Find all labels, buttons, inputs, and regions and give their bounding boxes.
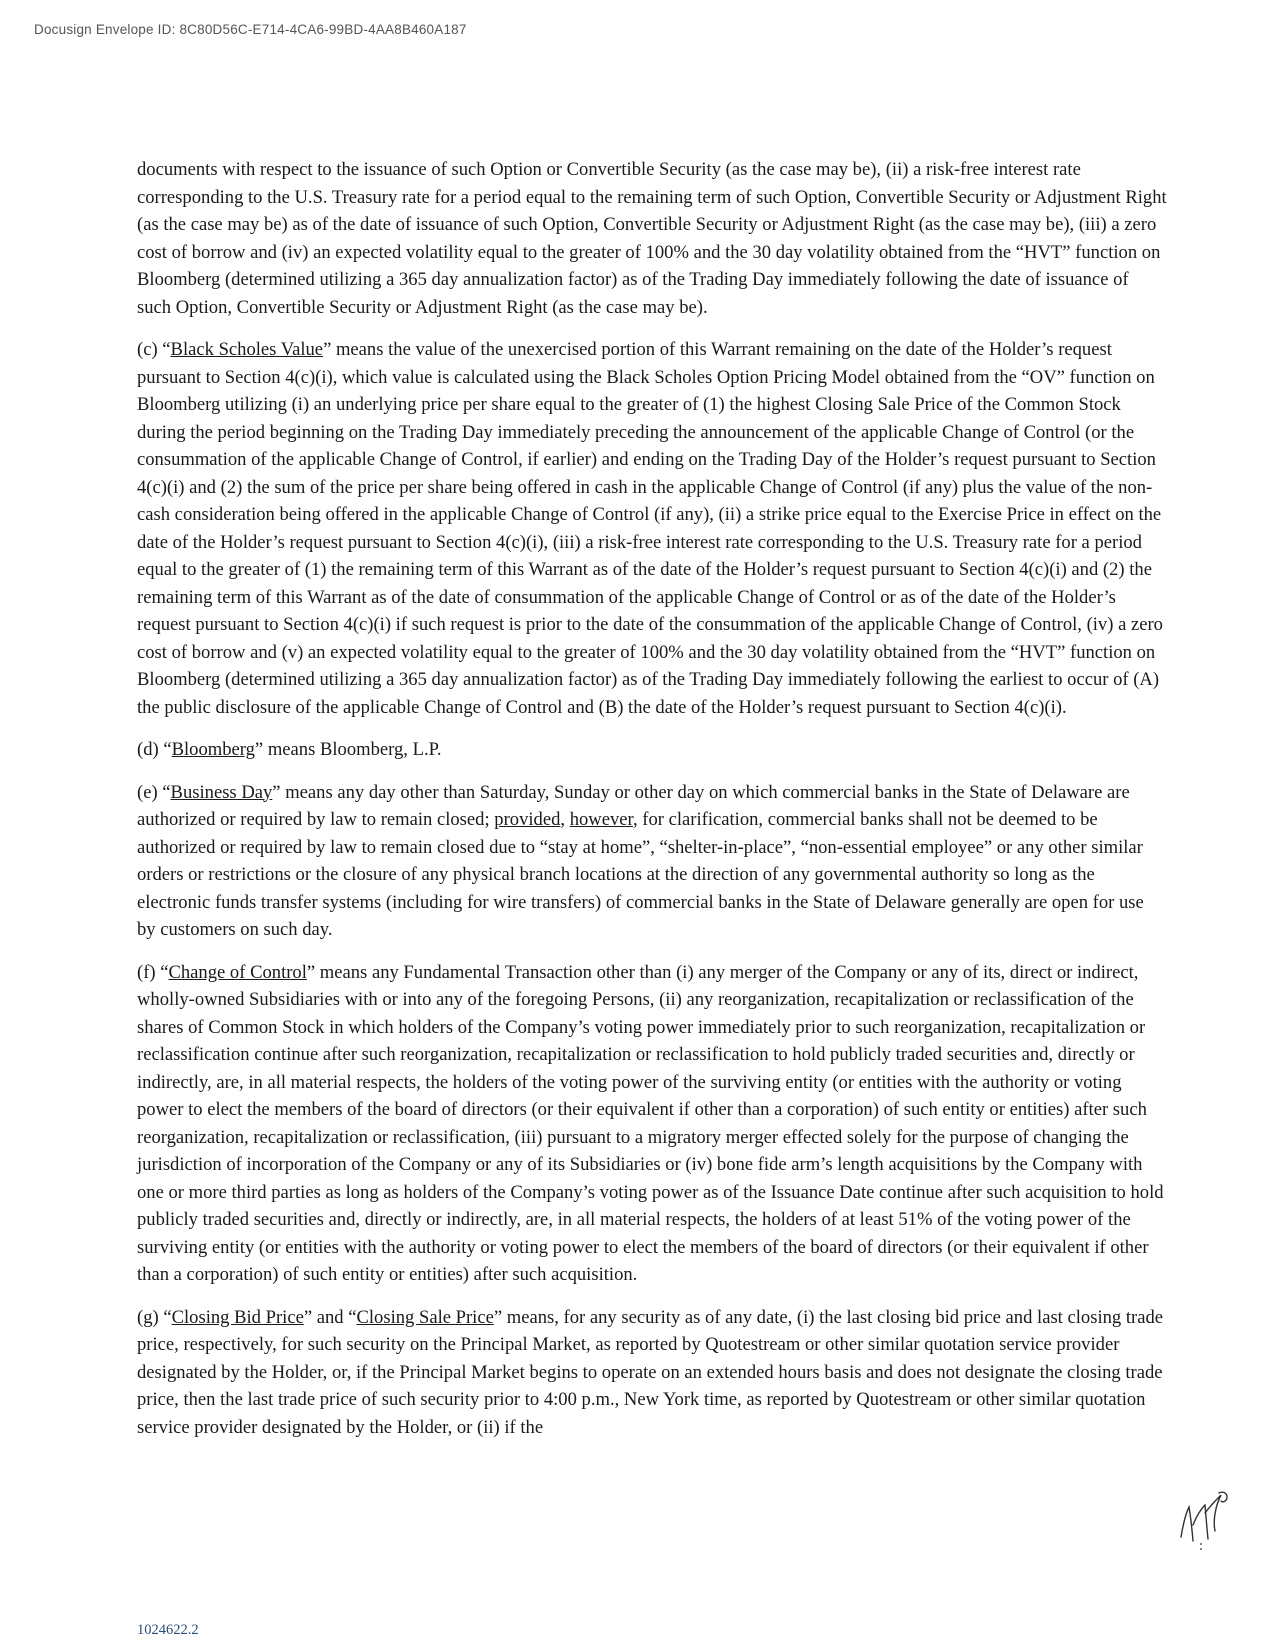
definition-change-of-control xyxy=(137,959,1167,1289)
document-number: 1024622.2 xyxy=(137,1622,199,1638)
definition-bloomberg xyxy=(137,736,1167,764)
definition-closing-price xyxy=(137,1304,1167,1442)
definition-business-day xyxy=(137,779,1167,944)
defined-term: Closing Bid Price xyxy=(171,1306,304,1328)
definition-text: ” means Bloomberg, L.P. xyxy=(254,739,442,760)
defined-term: Closing Sale Price xyxy=(356,1306,494,1328)
definition-text: ” means any day other than Saturday, Sunday or other day on which commercial banks in the State of Delaware are authorized or required by law to remain closed; xyxy=(137,781,1130,830)
definition-text: ” means, for any security as of any date, (i) the last closing bid price and last closing trade price, respectively, for such security on the Principal Market, as reported by Quotestream or other similar quotation service provider designated by the Holder, or, if the Principal Market begins to operate on an extended hours basis and does not designate the closing trade price, then the last trade price of such security prior to 4:00 p.m., New York time, as reported by Quotestream or other similar quotation service provider designated by the Holder, or (ii) if the xyxy=(137,1306,1164,1438)
definition-prefix: (f) “ xyxy=(137,961,169,983)
proviso-term: however xyxy=(569,809,633,830)
defined-term: Black Scholes Value xyxy=(170,339,324,360)
definition-text: ” means the value of the unexercised portion of this Warrant remaining on the date of the Holder’s request pursuant to Section 4(c)(i), which value is calculated using the Black Scholes Option Pricing Model obtained from the “OV” function on Bloomberg utilizing (i) an underlying price per share equal to the greater of (1) the highest Closing Sale Price of the Common Stock during the period beginning on the Trading Day immediately preceding the announcement of the applicable Change of Control (or the consummation of the applicable Change of Control, if earlier) and ending on the Trading Day of the Holder’s request pursuant to Section 4(c)(i) and (2) the sum of the price per share being offered in cash in the applicable Change of Control (if any) plus the value of the non-cash consideration being offered in the applicable Change of Control (if any), (ii) a strike price equal to the Exercise Price in effect on the date of the Holder’s request pursuant to Section 4(c)(i), (iii) a risk-free interest rate corresponding to the U.S. Treasury rate for a period equal to the greater of (1) the remaining term of this Warrant as of the date of the Holder’s request pursuant to Section 4(c)(i) and (2) the remaining term of this Warrant as of the date of consummation of the applicable Change of Control or as of the date of the Holder’s request pursuant to Section 4(c)(i) if such request is prior to the date of the consummation of the applicable Change of Control, (iv) a zero cost of borrow and (v) an expected volatility equal to the greater of 100% and the 30 day volatility obtained from the “HVT” function on Bloomberg (determined utilizing a 365 day annualization factor) as of the Trading Day immediately following the earliest to occur of (A) the public disclosure of the applicable Change of Control and (B) the date of the Holder’s request pursuant to Section 4(c)(i). xyxy=(137,339,1163,718)
definition-text: ” means any Fundamental Transaction other than (i) any merger of the Company or any of its, direct or indirect, wholly-owned Subsidiaries with or into any of the foregoing Persons, (ii) any reorganization, recapitalization or reclassification of the shares of Common Stock in which holders of the Company’s voting power immediately prior to such reorganization, recapitalization or reclassification continue after such reorganization, recapitalization or reclassification to hold publicly traded securities and, directly or indirectly, are, in all material respects, the holders of the voting power of the surviving entity (or entities with the authority or voting power to elect the members of the board of directors (or their equivalent if other than a corporation) of such entity or entities) after such reorganization, recapitalization or reclassification, (iii) pursuant to a migratory merger effected solely for the purpose of changing the jurisdiction of incorporation of the Company or any of its Subsidiaries or (iv) bone fide arm’s length acquisitions by the Company with one or more third parties as long as holders of the Company’s voting power as of the Issuance Date continue after such acquisition to hold publicly traded securities and, directly or indirectly, are, in all material respects, the holders of at least 51% of the voting power of the surviving entity (or entities with the authority or voting power to elect the members of the board of directors (or their equivalent if other than a corporation) of such entity or entities) after such acquisition. xyxy=(137,961,1164,1285)
definition-black-scholes-value xyxy=(137,336,1167,721)
envelope-id: Docusign Envelope ID: 8C80D56C-E714-4CA6-99BD-4AA8B460A187 xyxy=(34,22,467,37)
initials-signature xyxy=(1175,1485,1245,1555)
defined-term: Business Day xyxy=(170,781,273,803)
defined-term: Change of Control xyxy=(168,961,307,983)
proviso-term: provided xyxy=(494,809,561,830)
definition-prefix: (d) “ xyxy=(137,739,172,760)
definition-text: , for clarification, commercial banks shall not be deemed to be authorized or required by law to remain closed due to “stay at home”, “shelter-in-place”, “non-essential employee” or any other similar orders or restrictions or the closure of any physical branch locations at the direction of any governmental authority so long as the electronic funds transfer systems (including for wire transfers) of commercial banks in the State of Delaware generally are open for use by customers on such day. xyxy=(137,809,1144,940)
paragraph-text: documents with respect to the issuance of such Option or Convertible Security (as the case may be), (ii) a risk-free interest rate corresponding to the U.S. Treasury rate for a period equal to the remaining term of such Option, Convertible Security or Adjustment Right (as the case may be) as of the date of issuance of such Option, Convertible Security or Adjustment Right (as the case may be), (iii) a zero cost of borrow and (iv) an expected volatility equal to the greater of 100% and the 30 day volatility obtained from the “HVT” function on Bloomberg (determined utilizing a 365 day annualization factor) as of the Trading Day immediately following the date of issuance of such Option, Convertible Security or Adjustment Right (as the case may be). xyxy=(137,159,1167,318)
definition-prefix: (e) “ xyxy=(137,781,171,803)
defined-term: Bloomberg xyxy=(171,739,255,760)
separator: ” and “ xyxy=(303,1306,357,1328)
paragraph-continued xyxy=(137,156,1167,321)
document-body xyxy=(137,156,1167,1456)
definition-prefix: (c) “ xyxy=(137,339,171,360)
definition-prefix: (g) “ xyxy=(137,1306,172,1328)
separator: , xyxy=(560,809,570,830)
